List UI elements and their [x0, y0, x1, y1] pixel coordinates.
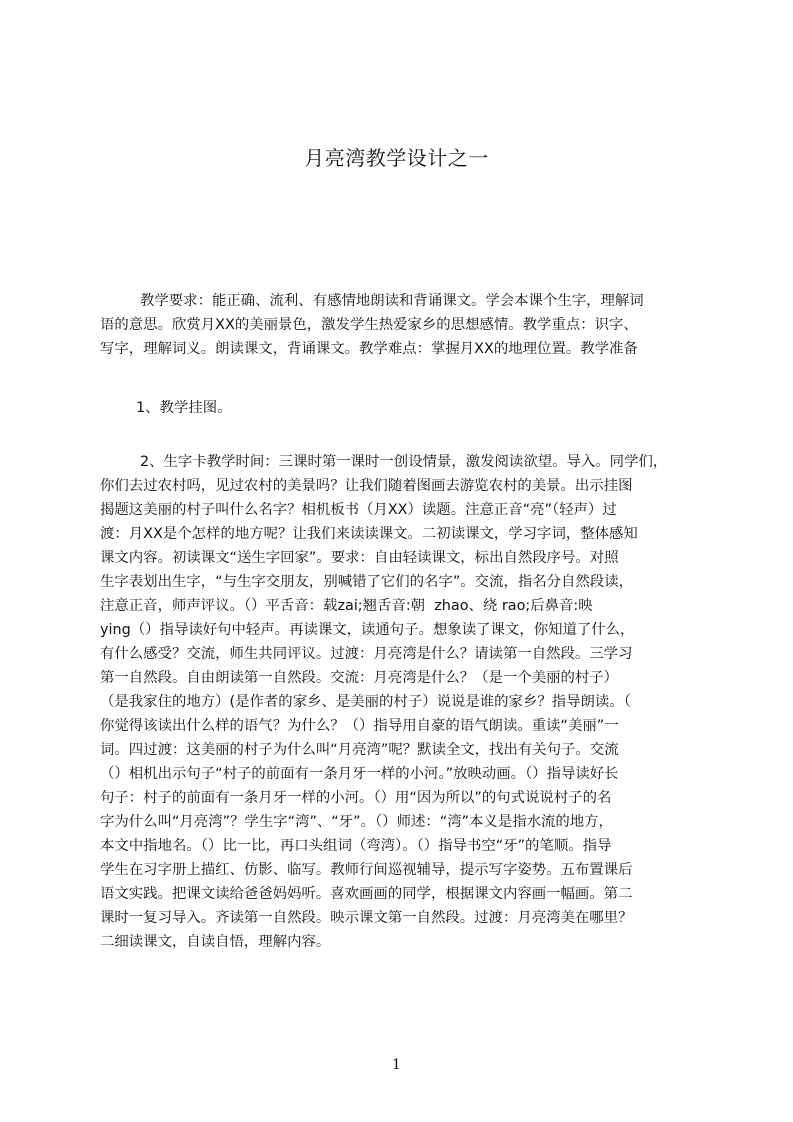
text-line: ying（）指导读好句中轻声。再读课文，读通句子。想象读了课文，你知道了什么， [100, 622, 635, 638]
text-line: 生字表划出生字，“与生字交朋友，别喊错了它们的名字”。交流，指名分自然段读， [100, 574, 633, 590]
text-line: 你觉得该读出什么样的语气？为什么？（）指导用自豪的语气朗读。重读“美丽”一 [100, 718, 619, 734]
text-line: 课时一复习导入。齐读第一自然段。映示课文第一自然段。过渡：月亮湾美在哪里？ [100, 910, 633, 926]
text-line: 语文实践。把课文读给爸爸妈妈听。喜欢画画的同学，根据课文内容画一幅画。第二 [100, 886, 633, 902]
paragraph-teaching-requirements [100, 289, 700, 361]
paragraph-lesson-plan [100, 450, 700, 954]
text-line: 学生在习字册上描红、仿影、临写。教师行间巡视辅导，提示写字姿势。五布置课后 [100, 862, 633, 878]
text-line: 语的意思。欣赏月XX的美丽景色，激发学生热爱家乡的思想感情。教学重点：识字、 [100, 317, 638, 333]
text-line: 揭题这美丽的村子叫什么名字？相机板书（月XX）读题。注意正音“亮”（轻声）过 [100, 502, 617, 518]
text-line: 字为什么叫“月亮湾”？学生字“湾”、“牙”。（）师述：“湾”本义是指水流的地方， [100, 814, 613, 830]
text-line: 教学要求：能正确、流利、有感情地朗读和背诵课文。学会本课个生字，理解词 [140, 293, 644, 309]
text-line: 2、生字卡教学时间：三课时第一课时一创设情景，激发阅读欲望。导入。同学们， [140, 454, 668, 470]
text-line: 渡：月XX是个怎样的地方呢？让我们来读读课文。二初读课文，学习字词，整体感知 [100, 526, 638, 542]
text-line: 词。四过渡：这美丽的村子为什么叫“月亮湾”呢？默读全文，找出有关句子。交流 [100, 742, 619, 758]
text-line: （是我家住的地方）(是作者的家乡、是美丽的村子）说说是谁的家乡？指导朗读。（ [100, 694, 631, 710]
text-line: 课文内容。初读课文“送生字回家”。要求：自由轻读课文，标出自然段序号。对照 [100, 550, 619, 566]
text-line: （）相机出示句子“村子的前面有一条月牙一样的小河。”放映动画。（）指导读好长 [100, 766, 619, 782]
page-number: 1 [392, 1057, 401, 1073]
text-line: 注意正音，师声评议。（）平舌音：载zai;翘舌音:朝 zhao、绕 rao;后鼻音:映 [100, 598, 593, 614]
text-line: 写字，理解词义。朗读课文，背诵课文。教学难点：掌握月XX的地理位置。教学准备 [100, 341, 638, 357]
paragraph-teaching-materials [100, 396, 700, 420]
text-line: 句子：村子的前面有一条月牙一样的小河。（）用“因为所以”的句式说说村子的名 [100, 790, 612, 806]
text-line: 第一自然段。自由朗读第一自然段。交流：月亮湾是什么？（是一个美丽的村子） [100, 670, 619, 686]
text-line: 二细读课文，自读自悟，理解内容。 [100, 934, 331, 950]
document-title: 月亮湾教学设计之一 [304, 146, 489, 170]
text-line: 有什么感受？交流，师生共同评议。过渡：月亮湾是什么？请读第一自然段。三学习 [100, 646, 633, 662]
text-line: 你们去过农村吗，见过农村的美景吗？让我们随着图画去游览农村的美景。出示挂图 [100, 478, 633, 494]
text-line: 本文中指地名。（）比一比，再口头组词（弯湾）。（）指导书空“牙”的笔顺。指导 [100, 838, 612, 854]
text-line: 1、教学挂图。 [136, 400, 232, 416]
